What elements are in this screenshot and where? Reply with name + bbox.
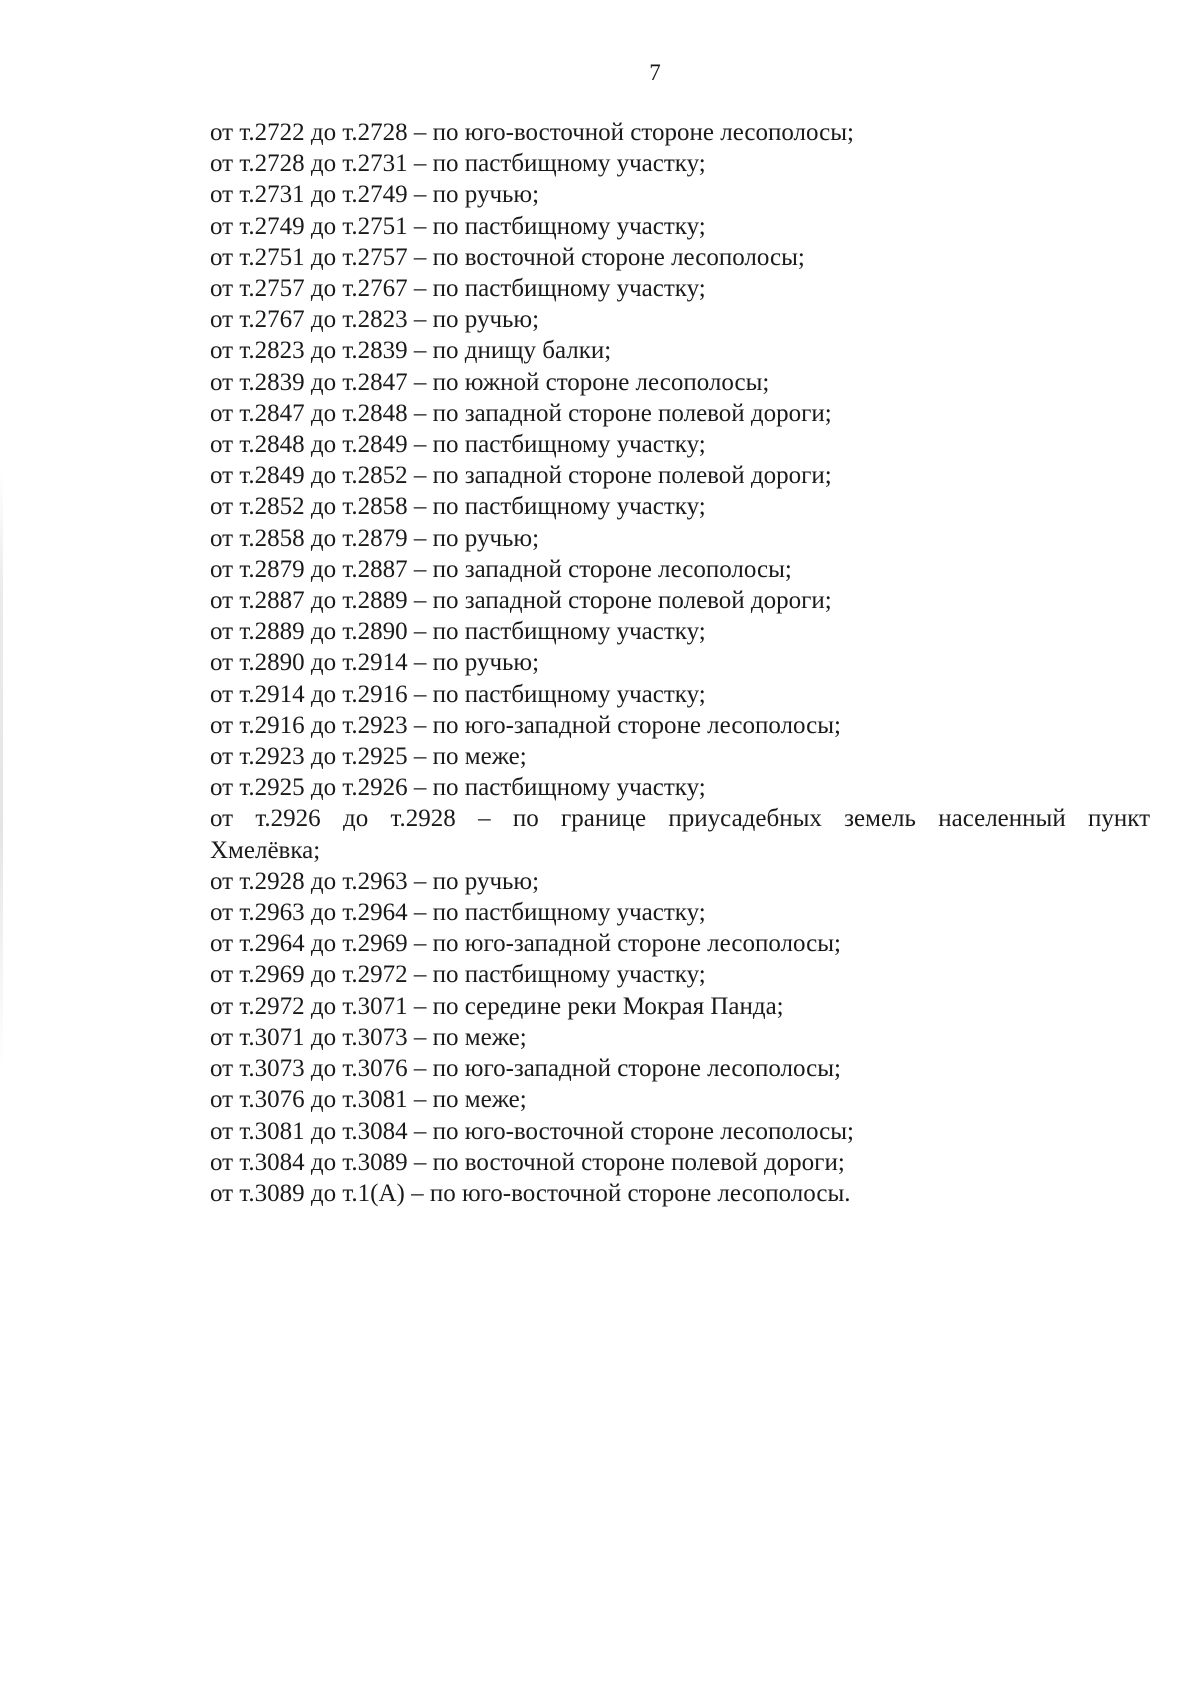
- boundary-line: от т.2928 до т.2963 – по ручью;: [210, 867, 540, 895]
- boundary-line: от т.2848 до т.2849 – по пастбищному участку;: [210, 431, 706, 459]
- boundary-line: от т.2849 до т.2852 – по западной стороне полевой дороги;: [210, 462, 832, 490]
- boundary-line: от т.3089 до т.1(А) – по юго-восточной стороне лесополосы.: [210, 1179, 851, 1207]
- boundary-line: от т.2839 до т.2847 – по южной стороне лесополосы;: [210, 368, 770, 396]
- boundary-line: от т.2858 до т.2879 – по ручью;: [210, 524, 540, 552]
- boundary-line: от т.2926 до т.2928 – по границе приусадебных земель населенный пункт: [210, 805, 1150, 833]
- boundary-description: [210, 117, 1150, 1209]
- boundary-line: от т.2925 до т.2926 – по пастбищному участку;: [210, 774, 706, 802]
- boundary-line: от т.2847 до т.2848 – по западной стороне полевой дороги;: [210, 399, 832, 427]
- boundary-line: от т.2914 до т.2916 – по пастбищному участку;: [210, 680, 706, 708]
- boundary-line: от т.2749 до т.2751 – по пастбищному участку;: [210, 212, 706, 240]
- boundary-line: от т.2767 до т.2823 – по ручью;: [210, 306, 540, 334]
- page-number: 7: [649, 60, 661, 85]
- boundary-line: от т.2972 до т.3071 – по середине реки Мокрая Панда;: [210, 992, 784, 1020]
- boundary-line: от т.2963 до т.2964 – по пастбищному участку;: [210, 899, 706, 927]
- boundary-line-continuation: Хмелёвка;: [210, 836, 321, 864]
- boundary-line: от т.2728 до т.2731 – по пастбищному участку;: [210, 150, 706, 178]
- boundary-line: от т.2731 до т.2749 – по ручью;: [210, 181, 540, 209]
- boundary-line: от т.2722 до т.2728 – по юго-восточной стороне лесополосы;: [210, 119, 854, 146]
- boundary-line: от т.3084 до т.3089 – по восточной стороне полевой дороги;: [210, 1148, 845, 1176]
- boundary-line: от т.3076 до т.3081 – по меже;: [210, 1086, 527, 1114]
- boundary-line: от т.2969 до т.2972 – по пастбищному участку;: [210, 961, 706, 989]
- boundary-line: от т.2964 до т.2969 – по юго-западной стороне лесополосы;: [210, 930, 841, 958]
- boundary-line: от т.2890 до т.2914 – по ручью;: [210, 649, 540, 677]
- boundary-line: от т.3073 до т.3076 – по юго-западной стороне лесополосы;: [210, 1055, 841, 1083]
- boundary-line: от т.2757 до т.2767 – по пастбищному участку;: [210, 275, 706, 303]
- scan-edge-shadow: [0, 470, 3, 1070]
- boundary-line: от т.2916 до т.2923 – по юго-западной стороне лесополосы;: [210, 711, 841, 739]
- boundary-line: от т.2879 до т.2887 – по западной стороне лесополосы;: [210, 555, 792, 583]
- boundary-line: от т.2887 до т.2889 – по западной стороне полевой дороги;: [210, 587, 832, 615]
- boundary-line: от т.2751 до т.2757 – по восточной стороне лесополосы;: [210, 243, 805, 271]
- boundary-line: от т.2823 до т.2839 – по днищу балки;: [210, 337, 612, 365]
- boundary-line: от т.2889 до т.2890 – по пастбищному участку;: [210, 618, 706, 646]
- boundary-line: от т.2923 до т.2925 – по меже;: [210, 743, 527, 771]
- boundary-line: от т.3081 до т.3084 – по юго-восточной стороне лесополосы;: [210, 1117, 854, 1145]
- boundary-line: от т.3071 до т.3073 – по меже;: [210, 1023, 527, 1051]
- boundary-line: от т.2852 до т.2858 – по пастбищному участку;: [210, 493, 706, 521]
